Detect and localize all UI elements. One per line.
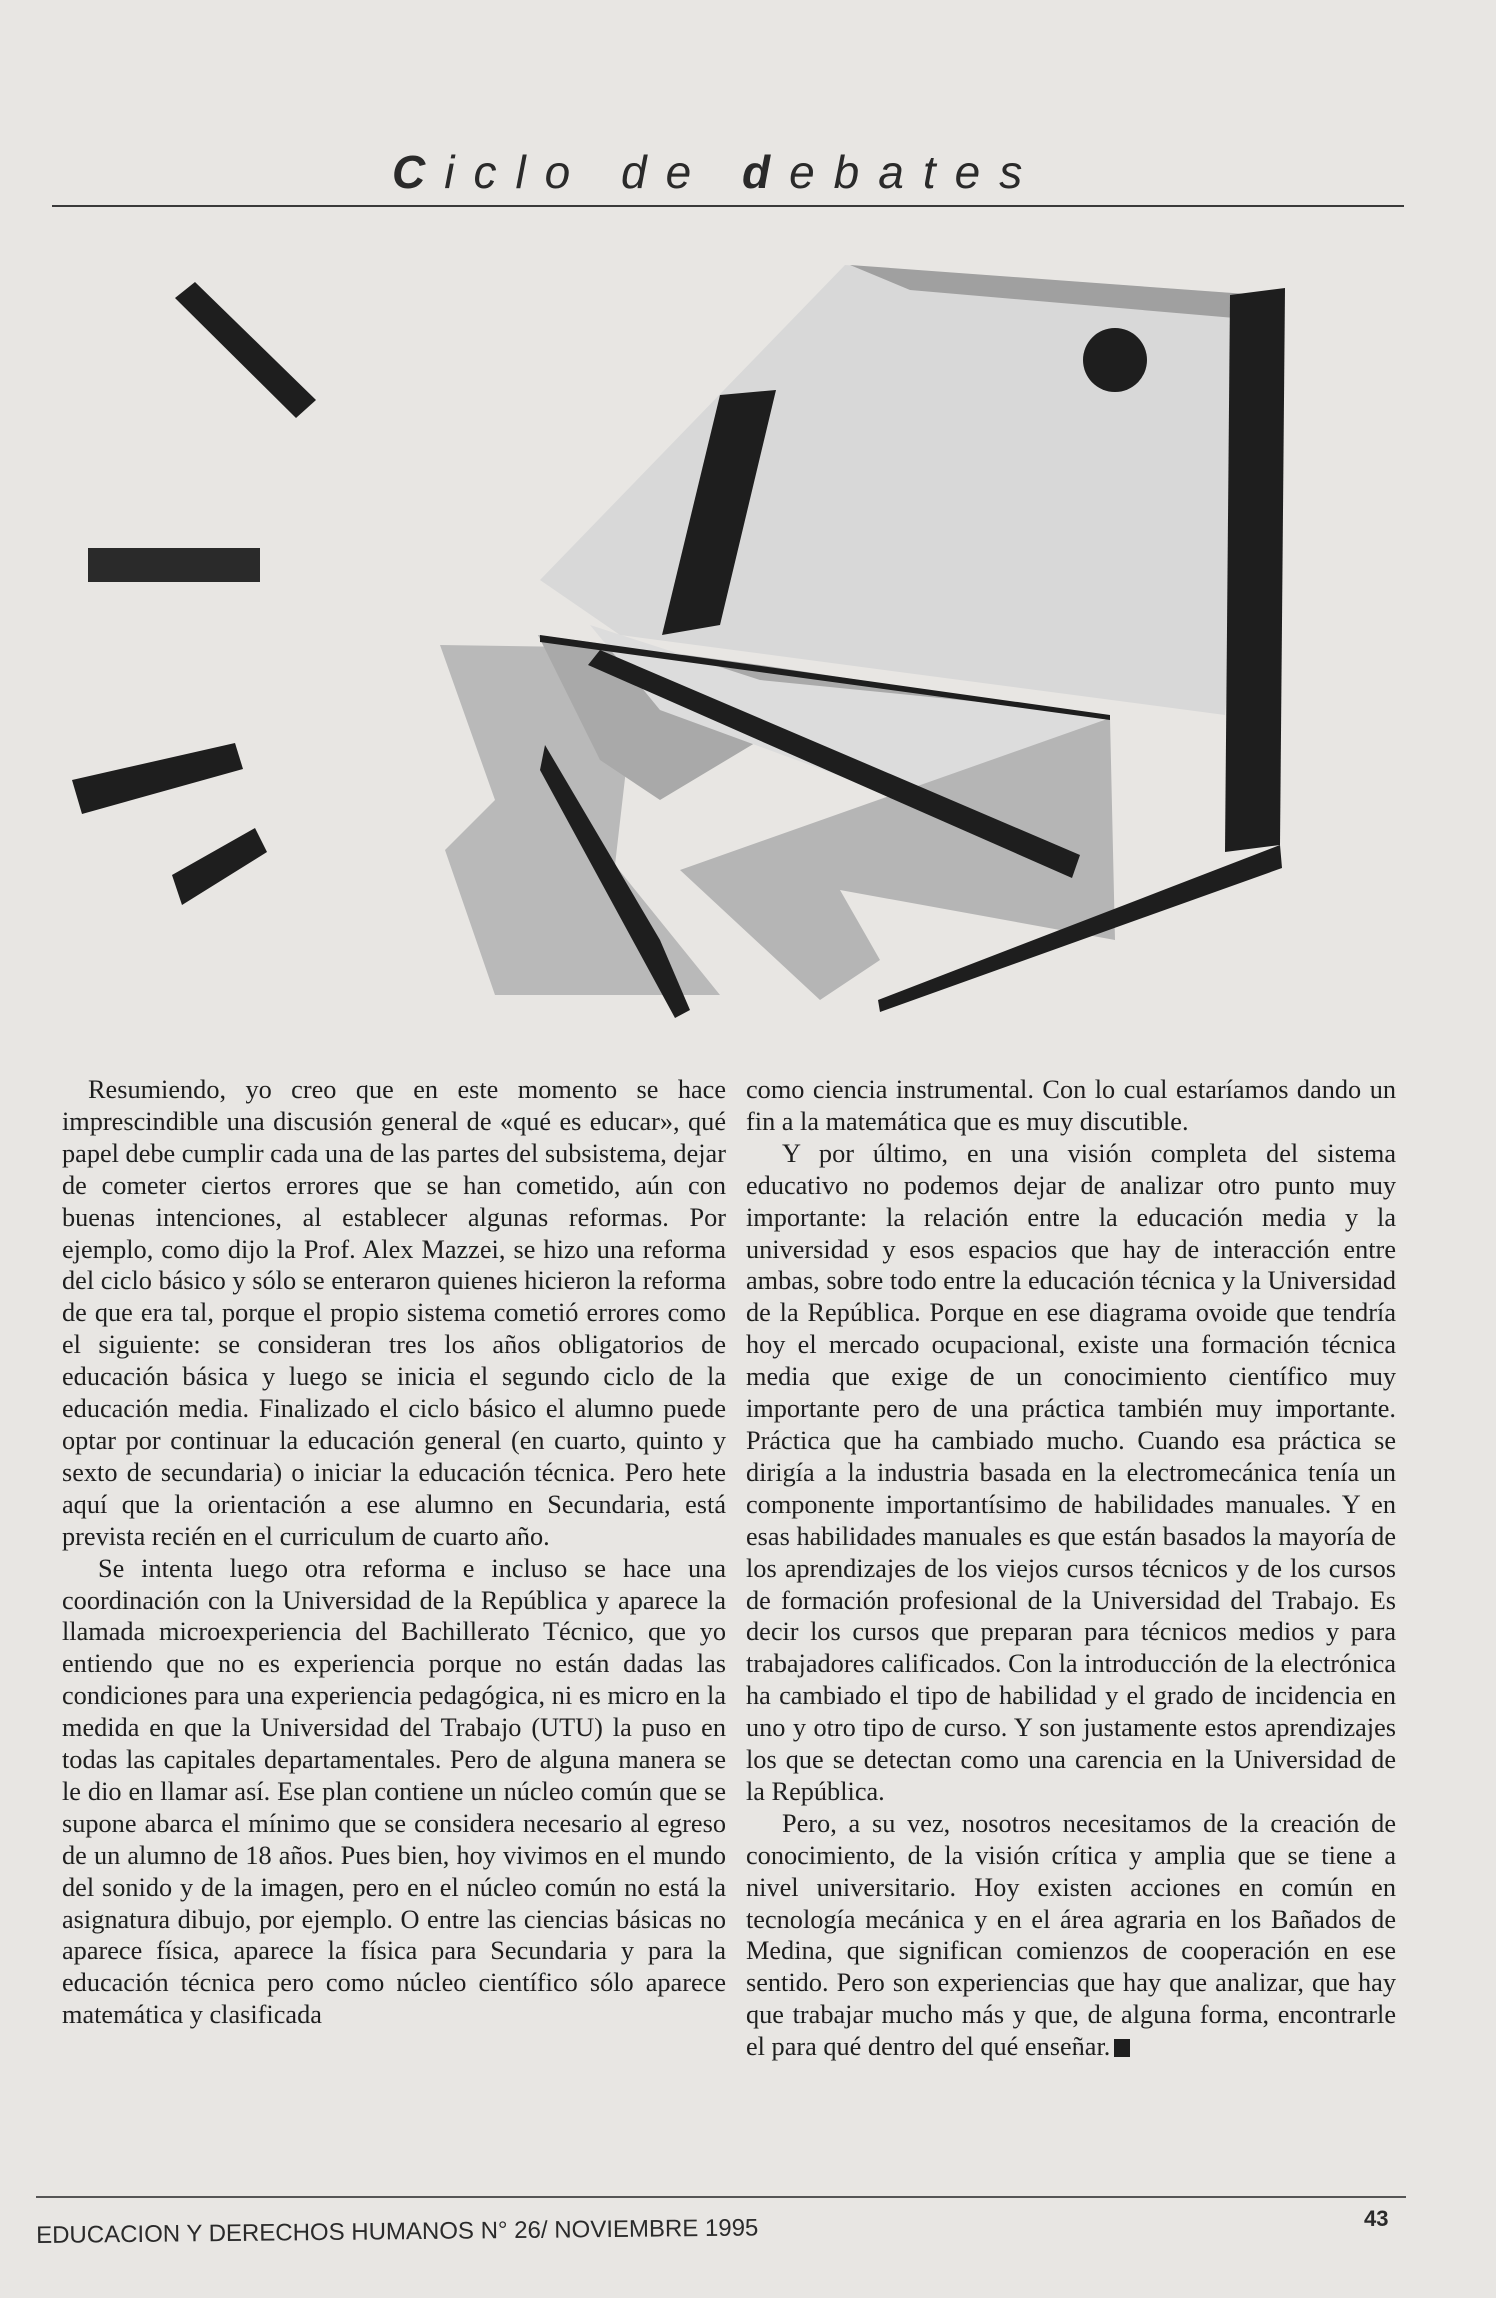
abstract-illustration — [60, 240, 1360, 1040]
page-number: 43 — [1364, 2206, 1389, 2231]
illus-ray-left — [88, 548, 260, 582]
illus-ray-bottom — [172, 828, 267, 905]
paragraph: como ciencia instrumental. Con lo cual estaríamos dando un fin a la matemática que es muy discutible. — [746, 1075, 1396, 1136]
article-left-column — [62, 1074, 726, 2031]
paragraph: Se intenta luego otra reforma e incluso se hace una coordinación con la Universidad de la República y aparece la llamada microexperiencia del Bachillerato Técnico, que yo entiendo que no es experiencia porque no están dadas las condiciones para una experiencia pedagógica, ni es micro en la medida en que la Universidad del Trabajo (UTU) la puso en todas las capitales departamentales. Pero de alguna manera se le dio en llamar así. Ese plan contiene un núcleo común que se supone abarca el mínimo que se considera necesario al egreso de un alumno de 18 años. Pues bien, hoy vivimos en el mundo del sonido y de la imagen, pero en el núcleo común no está la asignatura dibujo, por ejemplo. O entre las ciencias básicas no aparece física, aparece la física para Secundaria y para la educación técnica pero como núcleo científico sólo aparece matemática y clasificada — [62, 1553, 726, 2030]
header-rule — [52, 205, 1404, 207]
illus-black-dot — [1083, 328, 1147, 392]
paragraph — [746, 1808, 1396, 2063]
end-mark — [1114, 2039, 1130, 2057]
article-right-column — [746, 1074, 1396, 2063]
paragraph: Resumiendo, yo creo que en este momento se hace imprescindible una discusión general de «qué es educar», qué papel debe cumplir cada una de las partes del subsistema, dejar de cometer ciertos errores que se han cometido, aún con buenas intenciones, al establecer algunas reformas. Por ejemplo, como dijo la Prof. Alex Mazzei, se hizo una reforma del ciclo básico y sólo se enteraron quienes hicieron la reforma de que era tal, porque el propio sistema cometió errores como el siguiente: se consideran tres los años obligatorios de educación básica y luego se inicia el segundo ciclo de la educación media. Finalizado el ciclo básico el alumno puede optar por continuar la educación general (en cuarto, quinto y sexto de secundaria) o iniciar la educación técnica. Pero hete aquí que la orientación a ese alumno en Secundaria, está prevista recién en el curriculum de cuarto año. — [62, 1075, 726, 1551]
illus-ray-lower — [72, 743, 243, 814]
paragraph-text: Pero, a su vez, nosotros necesitamos de la creación de conocimiento, de la visión crítica y amplia que se tiene a nivel universitario. Hoy existen acciones en común en tecnología mecánica y en el área agraria en los Bañados de Medina, que significan comienzos de cooperación en ese sentido. Pero son experiencias que hay que analizar, que hay que trabajar mucho más y que, de alguna forma, encontrarle el para qué dentro del qué enseñar. — [746, 1808, 1396, 2062]
paragraph: Y por último, en una visión completa del sistema educativo no podemos dejar de analizar otro punto muy importante: la relación entre la educación media y la universidad y esos espacios que hay de interacción entre ambas, sobre todo entre la educación técnica y la Universidad de la República. Porque en ese diagrama ovoide que tendría hoy el mercado ocupacional, existe una formación técnica media que exige de un conocimiento científico muy importante pero de una práctica también muy importante. Práctica que ha cambiado mucho. Cuando esa práctica se dirigía a la industria basada en la electromecánica tenía un componente importantísimo de habilidades manuales. Y en esas habilidades manuales es que están basados la mayoría de los aprendizajes de los viejos cursos técnicos y de los cursos de formación profesional de la Universidad del Trabajo. Es decir los cursos que preparan para técnicos medios y para trabajadores calificados. Con la introducción de la electrónica ha cambiado el tipo de habilidad y el grado de incidencia en uno y otro tipo de curso. Y son justamente estos aprendizajes los que se detectan como una carencia en la Universidad de la República. — [746, 1138, 1396, 1806]
illus-black-tall-bar — [1225, 288, 1285, 852]
section-title — [392, 145, 1041, 199]
section-title-initial: C — [392, 146, 445, 198]
section-title-rest: ebates — [789, 146, 1042, 198]
publication-footer: EDUCACION Y DERECHOS HUMANOS N° 26/ NOVIEMBRE 1995 — [36, 2214, 759, 2249]
illus-ray-top — [175, 282, 316, 418]
section-title-bold-letter: d — [741, 146, 790, 198]
section-title-part: iclo de — [444, 146, 742, 198]
section-header — [52, 135, 1404, 207]
footer-rule — [36, 2196, 1406, 2198]
